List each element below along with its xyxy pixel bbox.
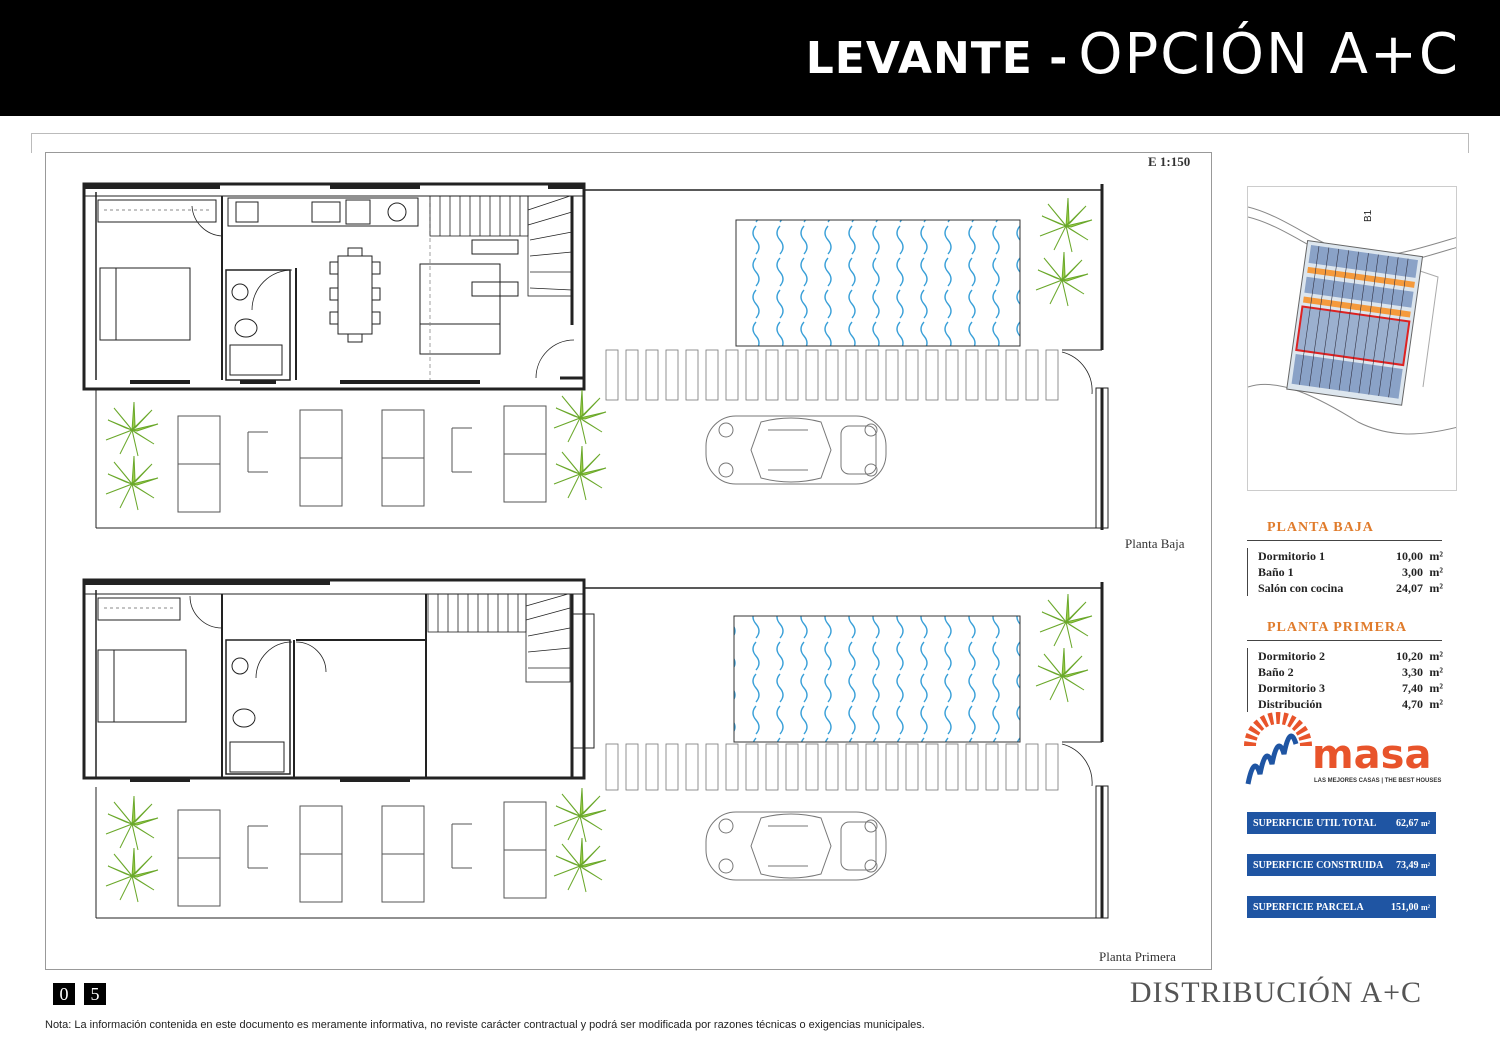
ground-floor-label: Planta Baja — [1125, 536, 1185, 551]
plant-icon — [554, 390, 606, 444]
car-icon — [706, 416, 886, 484]
plant-icon — [1040, 198, 1092, 252]
plant-icon — [106, 848, 158, 902]
side-table — [452, 824, 472, 868]
first-floor-rooms — [1247, 648, 1443, 712]
pool-ground — [736, 220, 1020, 346]
surface-box: SUPERFICIE CONSTRUIDA 73,49 m² — [1247, 854, 1436, 876]
logo-wordmark: masa — [1312, 732, 1432, 778]
pool-first — [734, 616, 1020, 742]
section-rule — [1247, 640, 1442, 641]
room-row: Distribución 4,70 m² — [1258, 697, 1443, 711]
surface-box: SUPERFICIE PARCELA 151,00 m² — [1247, 896, 1436, 918]
scale-label: E 1:150 — [1148, 154, 1191, 169]
title-bold: LEVANTE - — [805, 33, 1069, 84]
room-row: Baño 2 3,30 m² — [1258, 665, 1443, 679]
room-row: Salón con cocina 24,07 m² — [1258, 581, 1443, 595]
car-icon — [706, 812, 886, 880]
plant-icon — [106, 402, 158, 456]
disclaimer-note: Nota: La información contenida en este documento es meramente informativa, no reviste carácter contractual y podrá ser modificada por razones técnicas o exigencias municipales. — [45, 1019, 925, 1031]
site-block-label: B1 — [1363, 209, 1374, 222]
site-plan-map — [1248, 187, 1457, 491]
sun-lounger — [300, 806, 342, 902]
ground-floor-rooms — [1247, 548, 1443, 596]
plant-icon — [554, 446, 606, 500]
plant-icon — [106, 456, 158, 510]
logo-tagline: LAS MEJORES CASAS | THE BEST HOUSES — [1314, 778, 1442, 784]
sun-lounger — [504, 406, 546, 502]
page-number-digit: 0 — [53, 983, 75, 1005]
room-row: Dormitorio 1 10,00 m² — [1258, 549, 1443, 563]
sun-lounger — [382, 410, 424, 506]
title-light: OPCIÓN A+C — [1078, 22, 1460, 87]
room-row: Baño 1 3,00 m² — [1258, 565, 1443, 579]
room-row: Dormitorio 2 10,20 m² — [1258, 649, 1443, 663]
side-table — [248, 432, 268, 472]
plant-icon — [1036, 252, 1088, 306]
side-table — [452, 428, 472, 472]
sun-lounger — [300, 410, 342, 506]
plant-icon — [106, 796, 158, 850]
masa-logo — [1244, 732, 1444, 790]
site-plan — [1247, 186, 1457, 491]
plant-icon — [554, 838, 606, 892]
section-footer-title: DISTRIBUCIÓN A+C — [1129, 976, 1422, 1009]
section-rule — [1247, 540, 1442, 541]
sun-lounger — [178, 416, 220, 512]
sun-lounger — [178, 810, 220, 906]
sun-lounger — [504, 802, 546, 898]
surface-box: SUPERFICIE UTIL TOTAL 62,67 m² — [1247, 812, 1436, 834]
plant-icon — [1040, 594, 1092, 648]
first-floor-section-title: PLANTA PRIMERA — [1267, 620, 1408, 635]
plant-icon — [1036, 648, 1088, 702]
room-row: Dormitorio 3 7,40 m² — [1258, 681, 1443, 695]
side-table — [248, 826, 268, 868]
page-number-digit: 5 — [84, 983, 106, 1005]
plant-icon — [554, 788, 606, 842]
first-floor-label: Planta Primera — [1099, 949, 1176, 964]
ground-floor-section-title: PLANTA BAJA — [1267, 520, 1374, 535]
sun-lounger — [382, 806, 424, 902]
